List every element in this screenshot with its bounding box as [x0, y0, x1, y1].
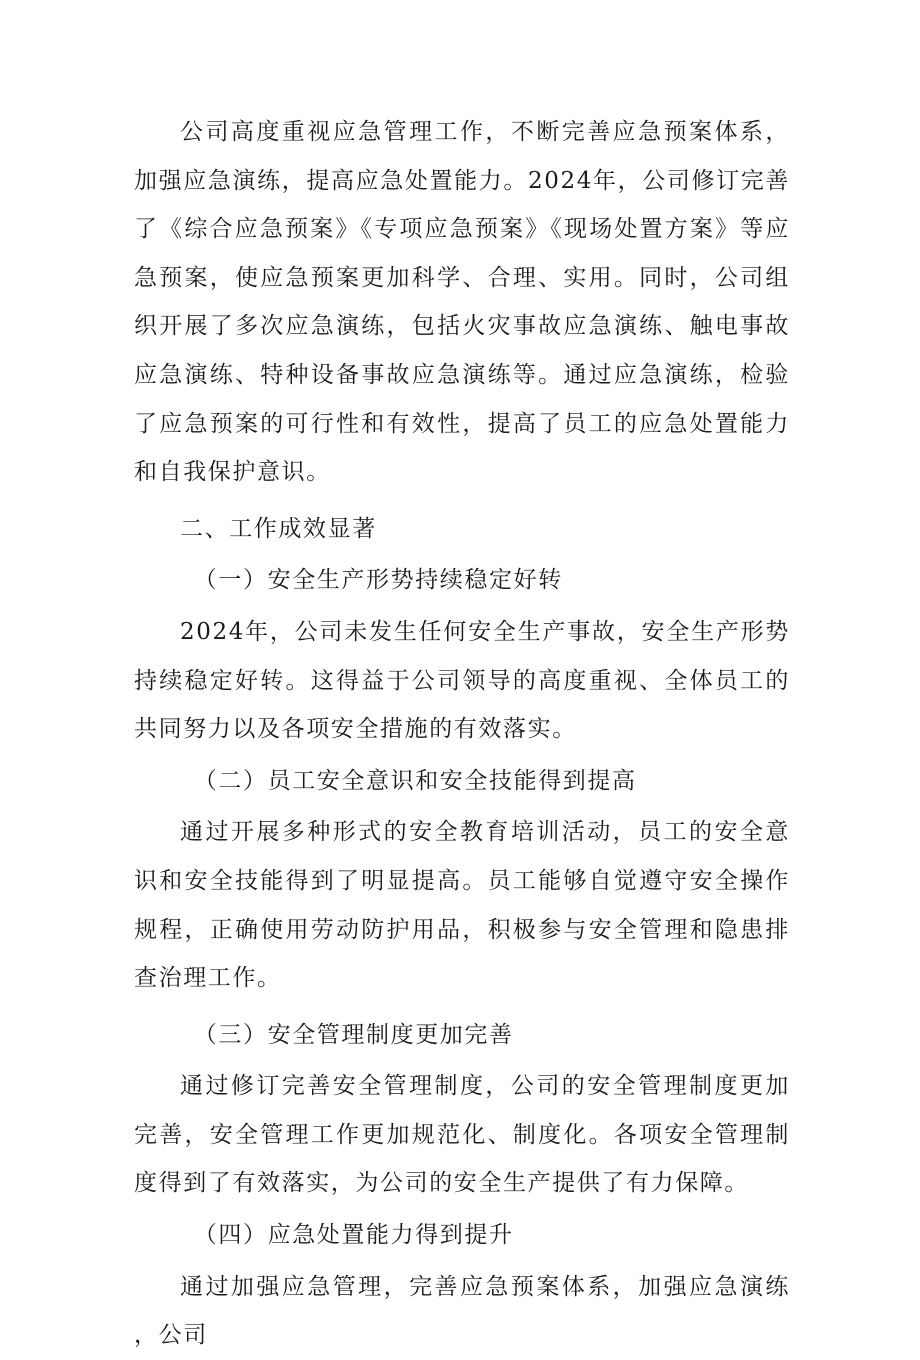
paragraph-management-system: 通过修订完善安全管理制度，公司的安全管理制度更加完善，安全管理工作更加规范化、制度化。各项安全管理制度得到了有效落实，为公司的安全生产提供了有力保障。 — [134, 1073, 790, 1197]
subheading-management-system: （三）安全管理制度更加完善 — [193, 1021, 514, 1048]
paragraph-emergency-management: 公司高度重视应急管理工作，不断完善应急预案体系，加强应急演练，提高应急处置能力。2024年，公司修订完善了《综合应急预案》《专项应急预案》《现场处置方案》等应急预案，使应急预案更加科学、合理、实用。同时，公司组织开展了多次应急演练，包括火灾事故应急演练、触电事故应急演练、特种设备事故应急演练等。通过应急演练，检验了应急预案的可行性和有效性，提高了员工的应急处置能力和自我保护意识。 — [134, 119, 790, 486]
subheading-employee-awareness: （二）员工安全意识和安全技能得到提高 — [193, 767, 637, 794]
subheading-emergency-capability: （四）应急处置能力得到提升 — [193, 1222, 514, 1249]
paragraph-emergency-capability: 通过加强应急管理，完善应急预案体系，加强应急演练，公司 — [134, 1273, 790, 1349]
subheading-safety-situation: （一）安全生产形势持续稳定好转 — [193, 567, 563, 594]
document-body — [134, 108, 790, 1360]
paragraph-safety-situation: 2024年，公司未发生任何安全生产事故，安全生产形势持续稳定好转。这得益于公司领导的高度重视、全体员工的共同努力以及各项安全措施的有效落实。 — [134, 618, 790, 743]
paragraph-employee-awareness: 通过开展多种形式的安全教育培训活动，员工的安全意识和安全技能得到了明显提高。员工能够自觉遵守安全操作规程，正确使用劳动防护用品，积极参与安全管理和隐患排查治理工作。 — [134, 819, 790, 992]
section-heading-results: 二、工作成效显著 — [180, 515, 377, 542]
